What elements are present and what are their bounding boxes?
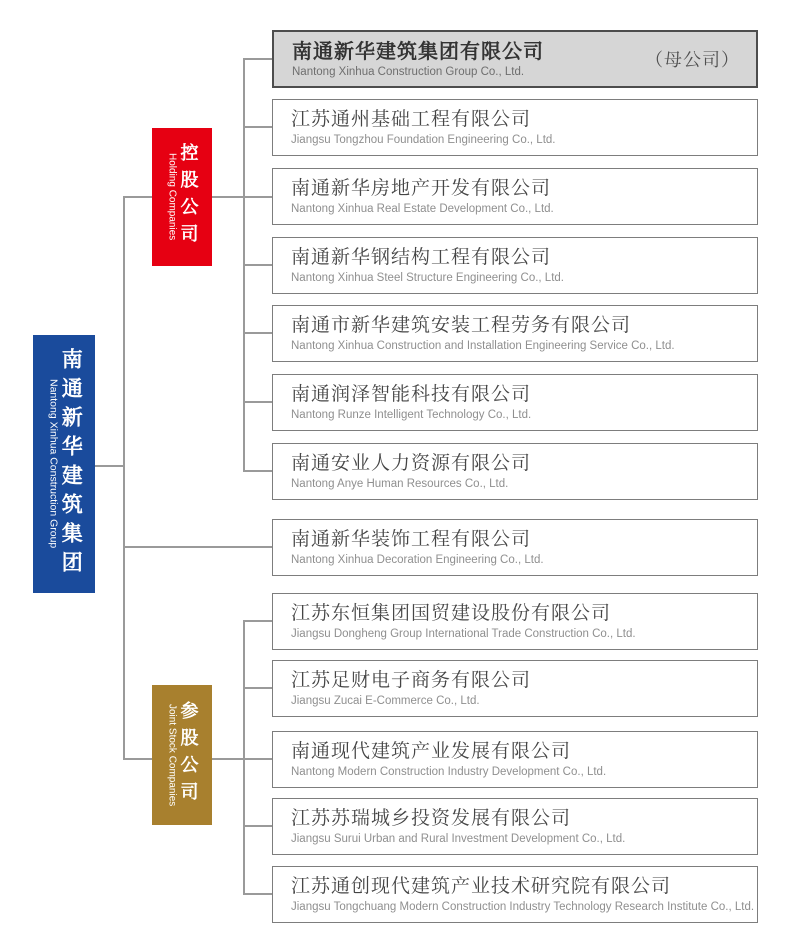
company-box-runze-technology [272,374,758,431]
company-name-en: Nantong Runze Intelligent Technology Co., Ltd. [291,408,532,421]
company-name-zh: 南通新华房地产开发有限公司 [291,177,552,199]
company-name-en: Nantong Xinhua Steel Structure Engineering Co., Ltd. [291,271,564,284]
connector-stub-steel [243,264,272,266]
holding-group-label-en: Holding Companies [166,153,178,241]
company-name-en: Nantong Modern Construction Industry Development Co., Ltd. [291,765,607,778]
connector-left-trunk [123,196,125,760]
root-group-label-en: Nantong Xinhua Construction Group [47,379,60,549]
company-name-zh: 南通新华装饰工程有限公司 [291,528,532,550]
connector-stub-surui [243,825,272,827]
joint-stock-group-label-en: Joint Stock Companies [166,703,178,807]
company-box-steel-structure [272,237,758,294]
company-name-zh: 南通新华建筑集团有限公司 [292,40,544,63]
company-name-en: Jiangsu Dongheng Group International Trade Construction Co., Ltd. [291,627,636,640]
company-name-zh: 南通市新华建筑安装工程劳务有限公司 [291,314,632,336]
parent-company-note: （母公司） [645,50,740,70]
company-name-en: Nantong Xinhua Construction Group Co., Ltd. [292,65,525,78]
company-box-installation-service [272,305,758,362]
connector-root-to-trunk [95,465,125,467]
connector-stub-tongzhou [243,126,272,128]
root-group-label-zh: 南通新华建筑集团 [59,348,83,580]
company-name-zh: 南通安业人力资源有限公司 [291,452,532,474]
company-name-en: Jiangsu Surui Urban and Rural Investment Development Co., Ltd. [291,832,626,845]
company-box-anye-hr [272,443,758,500]
company-name-zh: 江苏苏瑞城乡投资发展有限公司 [291,807,572,829]
connector-stub-zucai [243,687,272,689]
company-box-tongchuang-institute [272,866,758,923]
connector-stub-installation [243,332,272,334]
company-box-modern-construction [272,731,758,788]
joint-stock-group-label [152,685,212,825]
holding-group-label [152,128,212,266]
company-name-en: Nantong Xinhua Construction and Installation Engineering Service Co., Ltd. [291,339,675,352]
company-name-zh: 南通新华钢结构工程有限公司 [291,246,552,268]
company-name-zh: 南通现代建筑产业发展有限公司 [291,740,572,762]
company-box-dongheng [272,593,758,650]
company-box-tongzhou-foundation [272,99,758,156]
connector-decoration-branch [123,546,272,548]
holding-group-label-zh: 控股公司 [178,143,199,251]
connector-stub-tongchuang [243,893,272,895]
company-name-en: Nantong Xinhua Decoration Engineering Co., Ltd. [291,553,544,566]
connector-stub-anye [243,470,272,472]
connector-stub-dongheng [243,620,272,622]
company-name-en: Jiangsu Tongzhou Foundation Engineering Co., Ltd. [291,133,556,146]
joint-stock-group-label-zh: 参股公司 [178,701,199,809]
company-name-en: Nantong Anye Human Resources Co., Ltd. [291,477,509,490]
company-name-zh: 江苏东恒集团国贸建设股份有限公司 [291,602,612,624]
company-name-en: Jiangsu Zucai E-Commerce Co., Ltd. [291,694,480,707]
company-name-zh: 江苏足财电子商务有限公司 [291,669,532,691]
company-name-en: Nantong Xinhua Real Estate Development Co., Ltd. [291,202,554,215]
company-name-zh: 江苏通创现代建筑产业技术研究院有限公司 [291,875,672,897]
company-name-en: Jiangsu Tongchuang Modern Construction Industry Technology Research Institute Co., Ltd. [291,900,755,913]
company-box-zucai [272,660,758,717]
connector-stub-runze [243,401,272,403]
company-box-real-estate [272,168,758,225]
company-box-decoration [272,519,758,576]
root-group-label [33,335,95,593]
company-name-zh: 江苏通州基础工程有限公司 [291,108,532,130]
company-name-zh: 南通润泽智能科技有限公司 [291,383,532,405]
company-box-surui [272,798,758,855]
connector-stub-parent [243,58,272,60]
connector-jointstock-trunk [243,620,245,895]
company-box-parent [272,30,758,88]
